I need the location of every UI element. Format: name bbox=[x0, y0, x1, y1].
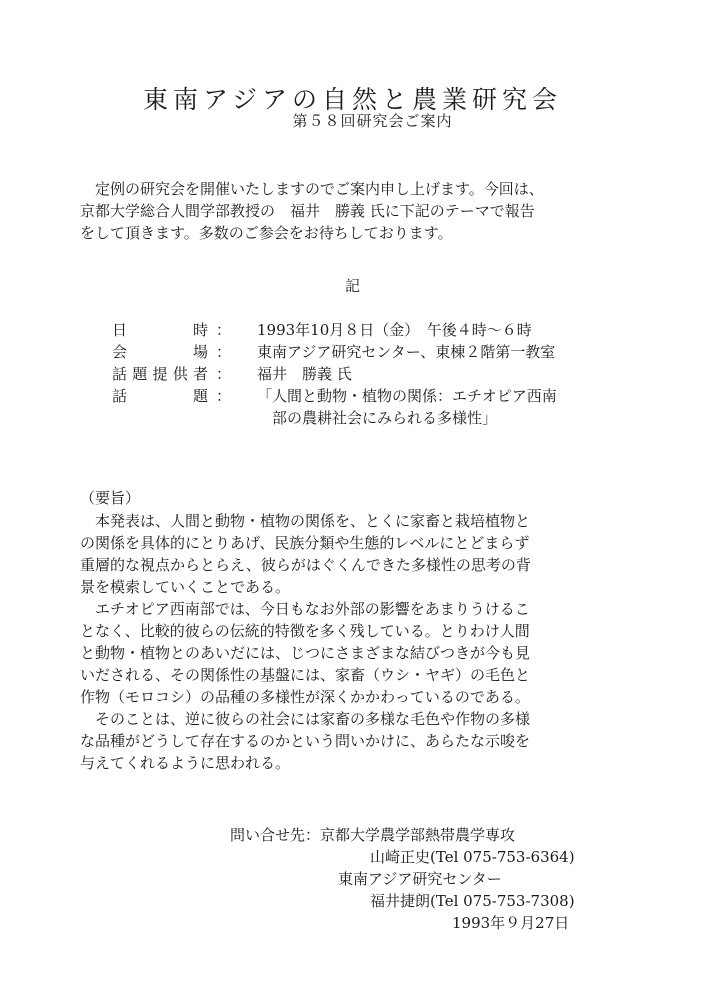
contact-row-1 bbox=[230, 824, 575, 846]
summary-line: そのことは、逆に彼らの社会には家畜の多様な毛色や作物の多様 bbox=[80, 710, 531, 728]
detail-label: 話 題 bbox=[112, 387, 208, 405]
detail-value: 福井 勝義 氏 bbox=[257, 365, 352, 383]
summary-line: な品種がどうして存在するのかという問いかけに、あらたな示唆を bbox=[80, 732, 531, 750]
summary-line: 本発表は、人間と動物・植物の関係を、とくに家畜と栽培植物と bbox=[80, 512, 531, 530]
detail-colon: ： bbox=[216, 365, 232, 383]
ki-heading: 記 bbox=[344, 277, 360, 295]
contact-row-3 bbox=[230, 868, 575, 890]
summary-line: いだされる、その関係性の基盤には、家畜（ウシ・ヤギ）の毛色と bbox=[80, 666, 531, 684]
intro-line: 定例の研究会を開催いたしますのでご案内申し上げます。今回は、 bbox=[80, 180, 544, 198]
detail-label: 話題提供者 bbox=[112, 365, 208, 383]
summary-heading: （要旨） bbox=[80, 489, 141, 507]
summary-line: エチオピア西南部では、今日もなお外部の影響をあまりうけるこ bbox=[80, 600, 530, 618]
summary-line: の関係を具体的にとりあげ、民族分類や生態的レベルにとどまらず bbox=[80, 534, 530, 552]
summary-line: となく、比較的彼らの伝統的特徴を多く残している。とりわけ人間 bbox=[80, 622, 530, 640]
intro-line: をして頂きます。多数のご参会をお待ちしております。 bbox=[80, 224, 453, 242]
contact-org-1: 京都大学農学部熱帯農学専攻 bbox=[320, 826, 516, 844]
summary-line: 与えてくれるように思われる。 bbox=[80, 754, 291, 772]
detail-value: 1993年10月８日（金） 午後４時～６時 bbox=[257, 321, 532, 339]
contact-row-2 bbox=[230, 846, 575, 868]
intro-paragraph bbox=[80, 178, 544, 244]
summary-line: 作物（モロコシ）の品種の多様性が深くかかわっているのである。 bbox=[80, 688, 530, 706]
detail-label: 日 時 bbox=[112, 321, 208, 339]
detail-colon: ： bbox=[216, 321, 232, 339]
summary-paragraph bbox=[80, 510, 531, 774]
document-subtitle: 第５８回研究会ご案内 bbox=[292, 112, 453, 130]
contact-label: 問い合せ先： bbox=[230, 826, 321, 844]
summary-line: と動物・植物とのあいだには、じつにさまざまな結びつきが今も見 bbox=[80, 644, 531, 662]
contact-org-2: 東南アジア研究センター bbox=[338, 870, 502, 888]
contact-block bbox=[230, 824, 575, 934]
document-title: 東南アジアの自然と農業研究会 bbox=[142, 85, 562, 114]
detail-value: 東南アジア研究センター、東棟２階第一教室 bbox=[257, 343, 556, 361]
detail-colon: ： bbox=[216, 343, 232, 361]
detail-colon: ： bbox=[216, 387, 232, 405]
detail-value: 部の農耕社会にみられる多様性」 bbox=[257, 409, 498, 427]
intro-line: 京都大学総合人間学部教授の 福井 勝義 氏に下記のテーマで報告 bbox=[80, 202, 535, 220]
summary-line: 重層的な視点からとらえ、彼らがはぐくんできた多様性の思考の背 bbox=[80, 556, 531, 574]
contact-person-1: 山崎正史(Tel 075-753-6364) bbox=[370, 848, 575, 866]
contact-person-2: 福井捷朗(Tel 075-753-7308) bbox=[370, 892, 575, 910]
contact-row-4 bbox=[230, 890, 575, 912]
summary-line: 景を模索していくことである。 bbox=[80, 578, 291, 596]
detail-label: 会 場 bbox=[112, 343, 208, 361]
detail-value: 「人間と動物・植物の関係：エチオピア西南 bbox=[257, 387, 557, 405]
contact-date: 1993年９月27日 bbox=[452, 914, 570, 932]
contact-row-5 bbox=[230, 912, 575, 934]
